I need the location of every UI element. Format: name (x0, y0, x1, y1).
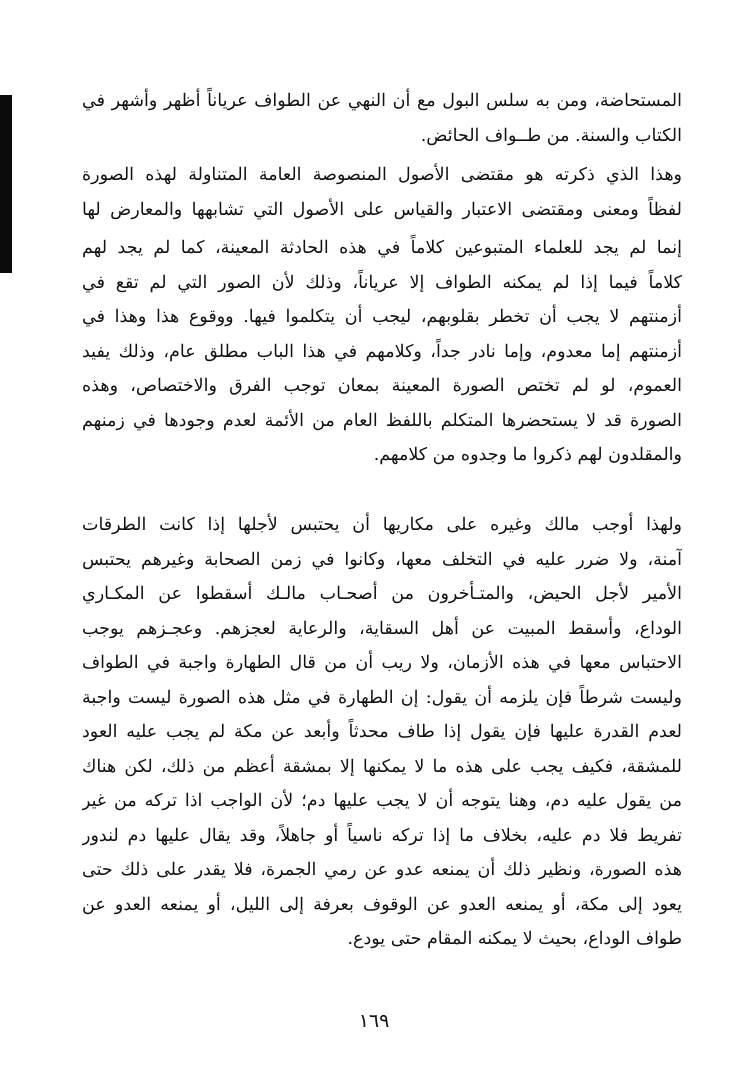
paragraph-4 (82, 508, 682, 957)
text-line: كلاماً فيما إذا لم يمكنه الطواف إلا عرياناً، وذلك لأن الصور التي لم تقع في (82, 272, 682, 293)
text-line: وليست شرطاً فإن يلزمه أن يقول: إن الطهارة في مثل هذه الصورة ليست واجبة (82, 687, 682, 708)
text-line: الاحتباس معها في هذه الأزمان، ولا ريب أن من قال الطهارة واجبة في الطواف (82, 653, 682, 673)
paragraph-2 (82, 158, 682, 227)
text-line: الكتاب والسنة. من طــواف الحائض. (420, 125, 682, 146)
text-line: من يقول عليه دم، وهنا يتوجه أن لا يجب عليها دم؛ لأن الواجب اذا تركه من غير (82, 791, 682, 811)
paragraph-1 (82, 84, 682, 153)
text-line: أزمنتهم إما معدوم، وإما نادر جداً، وكلامهم في هذا الباب مطلق عام، وذلك يفيد (82, 341, 682, 362)
text-line: أزمنتهم لا يجب أن تخطر بقلوبهم، ليجب أن يتكلموا فيها. ووقوع هذا وهذا في (82, 307, 682, 327)
text-line: هذه الصورة، ونظير ذلك أن يمنعه عدو عن رمي الجمرة، فلا يقدر على ذلك حتى (82, 860, 682, 880)
text-line: المستحاضة، ومن به سلس البول مع أن النهي عن الطواف عرياناً أظهر وأشهر في (82, 91, 682, 111)
text-line: العموم، لو لم تختص الصورة المعينة بمعان توجب الفرق والاختصاص، وهذه (82, 376, 682, 396)
text-line: لعدم القدرة عليها فإن يقول إذا طاف محدثاً وأبعد عن مكة لم يجب عليه العود (82, 722, 682, 742)
text-line: والمقلدون لهم ذكروا ما وجدوه من كلامهم. (373, 445, 682, 465)
page-number: ١٦٩ (358, 1010, 390, 1032)
text-line: إنما لم يجد للعلماء المتبوعين كلاماً في هذه الحادثة المعينة، كما لم يجد لهم (82, 238, 682, 258)
text-line: لفظاً ومعنى ومقتضى الاعتبار والقياس على الأصول التي تشابهها والمعارض لها (82, 199, 682, 220)
text-line: تفريط فلا دم عليه، بخلاف ما إذا تركه ناسياً أو جاهلاً، وقد يقال عليها دم لندور (82, 825, 682, 846)
text-line: الوداع، وأسقط المبيت عن أهل السقاية، والرعاية لعجزهم. وعجـزهم يوجب (82, 618, 682, 639)
text-line: يعود إلى مكة، أو يمنعه العدو عن الوقوف بعرفة إلى الليل، أو يمنعه العدو عن (82, 894, 682, 915)
text-line: طواف الوداع، بحيث لا يمكنه المقام حتى يودع. (347, 929, 682, 949)
text-line: الصورة قد لا يستحضرها المتكلم باللفظ العام من الأئمة لعدم وجودها في زمنهم (82, 410, 682, 431)
text-line: وهذا الذي ذكرته هو مقتضى الأصول المنصوصة العامة المتناولة لهذه الصورة (82, 165, 682, 185)
paragraph-3 (82, 231, 682, 473)
binding-shadow (0, 95, 12, 273)
text-line: آمنة، ولا ضرر عليه في التخلف معها، وكانوا في زمن الصحابة وغيرهم يحتبس (82, 549, 682, 570)
text-line: للمشقة، فكيف يجب على هذه ما لا يمكنها إلا بمشقة أعظم من ذلك، لكن هناك (82, 756, 682, 777)
text-line: ولهذا أوجب مالك وغيره على مكاريها أن يحتبس لأجلها إذا كانت الطرقات (82, 515, 682, 535)
text-line: الأمير لأجل الحيض، والمتـأخرون من أصحـاب مالـك أسقطوا عن المكـاري (82, 584, 682, 604)
